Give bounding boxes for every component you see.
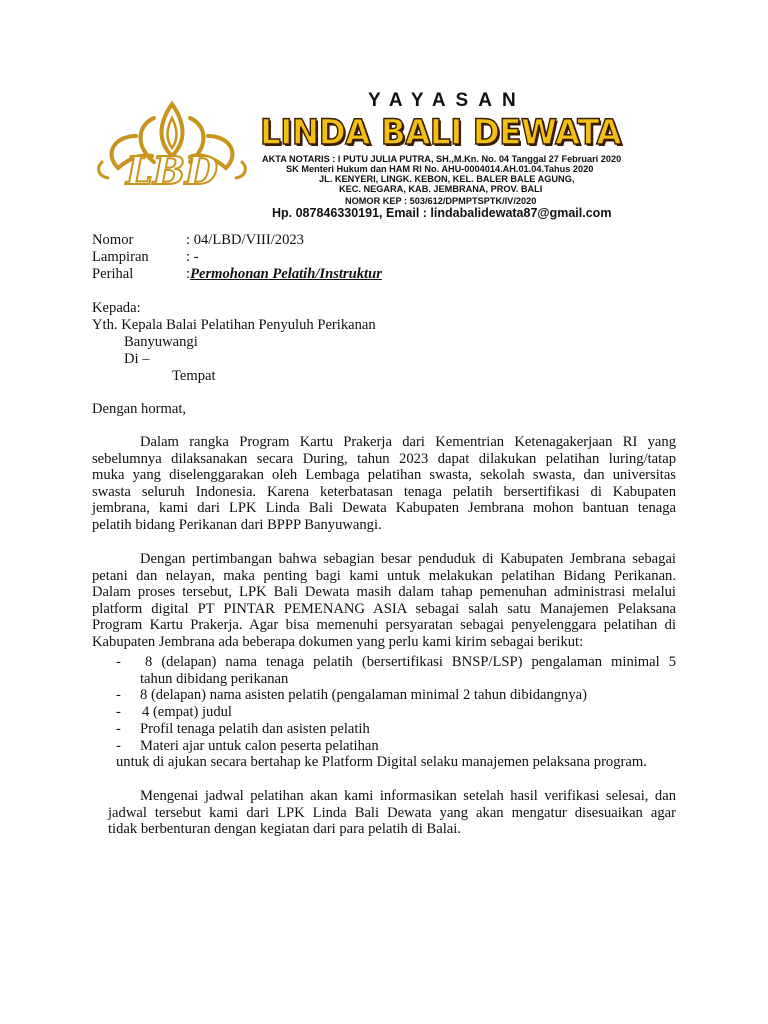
paragraph-2-line: Kabupaten Jembrana ada beberapa dokumen yang perlu kami kirim sebagai berikut: — [92, 633, 584, 650]
paragraph-2-line: platform digital PT PINTAR PEMENANG ASIA sebagai salah satu Manajemen Pelaksana — [92, 600, 676, 617]
paragraph-2 — [92, 551, 676, 651]
paragraph-2-line: petani dan nelayan, maka penting bagi kami untuk melakukan pelatihan Bidang Perikanan. — [92, 567, 676, 584]
bullet-dash: - — [116, 738, 121, 754]
paragraph-3-line: Mengenai jadwal pelatihan akan kami informasikan setelah hasil verifikasi selesai, dan — [140, 788, 676, 804]
bullet-item — [140, 654, 676, 687]
paragraph-3-line: tidak berbenturan dengan kegiatan dari para pelatih di Balai. — [108, 821, 461, 838]
paragraph-3-line: jadwal tersebut kami dari LPK Linda Bali Dewata yang akan mengatur disesuaikan agar — [108, 804, 676, 821]
bullet-item: Materi ajar untuk calon peserta pelatihan — [140, 738, 379, 754]
perihal-label: Perihal — [92, 266, 134, 282]
perihal-value: Permohonan Pelatih/Instruktur — [190, 266, 382, 282]
letterhead-notary: AKTA NOTARIS : I PUTU JULIA PUTRA, SH.,M.Kn. No. 04 Tanggal 27 Februari 2020 — [262, 154, 622, 164]
letterhead-contact: Hp. 087846330191, Email : lindabalidewata87@gmail.com — [272, 206, 612, 220]
paragraph-1-line: jembrana, kami dari LPK Linda Bali Dewata Kabupaten Jembrana mohon bantuan tenaga — [92, 500, 676, 517]
bullet-dash: - — [116, 721, 121, 737]
lotus-logo-icon — [92, 96, 252, 196]
perihal-row — [186, 266, 382, 283]
after-bullets-line: untuk di ajukan secara bertahap ke Platform Digital selaku manajemen pelaksana program. — [116, 754, 647, 770]
bullet-item: 8 (delapan) nama asisten pelatih (pengalaman minimal 2 tahun dibidangnya) — [140, 687, 587, 703]
kepada-label: Kepada: — [92, 300, 141, 316]
greeting: Dengan hormat, — [92, 401, 187, 417]
lampiran-label: Lampiran — [92, 249, 149, 265]
paragraph-1-line: muka yang diselenggarakan oleh Lembaga pelatihan swasta, sekolah swasta, dan universitas — [92, 467, 676, 484]
letterhead-sk: SK Menteri Hukum dan HAM RI No. AHU-0004014.AH.01.04.Tahus 2020 — [286, 164, 594, 174]
letterhead-address-1: JL. KENYERI, LINGK. KEBON, KEL. BALER BALE AGUNG, — [319, 174, 575, 184]
nomor-label: Nomor — [92, 232, 134, 248]
letterhead-kep-number: NOMOR KEP : 503/612/DPMPTSPTK/IV/2020 — [345, 196, 537, 206]
paragraph-2-line: Dengan pertimbangan bahwa sebagian besar penduduk di Kabupaten Jembrana sebagai — [140, 551, 676, 567]
recipient-di: Di – — [124, 351, 150, 367]
paragraph-1 — [92, 434, 676, 534]
paragraph-2-line: Program Kartu Prakerja. Agar bisa memenuhi persyaratan sebagai penyelenggara pelatihan di — [92, 617, 676, 634]
logo-monogram: LBD — [126, 148, 218, 193]
nomor-value: : 04/LBD/VIII/2023 — [186, 232, 304, 248]
foundation-name: LINDA BALI DEWATA — [260, 113, 622, 153]
bullet-dash: - — [116, 687, 121, 703]
paragraph-2-line: Dalam proses tersebut, LPK Bali Dewata masih dalam tahap pemenuhan administrasi melalui — [92, 584, 676, 601]
bullet-dash: - — [116, 654, 121, 670]
recipient-line: Yth. Kepala Balai Pelatihan Penyuluh Perikanan — [92, 317, 376, 333]
perihal-colon: : — [186, 266, 191, 282]
paragraph-1-line: sebelumnya dilaksanakan secara During, tahun 2023 dapat dilakukan pelatihan luring/tatap — [92, 450, 676, 467]
foundation-label: YAYASAN — [368, 90, 526, 111]
recipient-city: Banyuwangi — [124, 334, 198, 350]
paragraph-1-line: Dalam rangka Program Kartu Prakerja dari Kementrian Ketenagakerjaan RI yang — [140, 434, 676, 450]
bullet-item: 4 (empat) judul — [142, 704, 232, 720]
paragraph-1-line: pelatih bidang Perikanan dari BPPP Banyuwangi. — [92, 516, 382, 533]
recipient-tempat: Tempat — [172, 368, 216, 384]
bullet-line: 8 (delapan) nama tenaga pelatih (bersertifikasi BNSP/LSP) pengalaman minimal 5 — [145, 654, 676, 670]
paragraph-3 — [92, 788, 676, 838]
bullet-item: Profil tenaga pelatih dan asisten pelatih — [140, 721, 370, 737]
letterhead-address-2: KEC. NEGARA, KAB. JEMBRANA, PROV. BALI — [339, 184, 543, 194]
lampiran-value: : - — [186, 249, 199, 265]
bullet-dash: - — [116, 704, 121, 720]
paragraph-1-line: swasta seluruh Indonesia. Karena keterbatasan tenaga pelatih bersertifikasi di Kabupaten — [92, 483, 676, 500]
bullet-line: tahun dibidang perikanan — [140, 670, 289, 687]
